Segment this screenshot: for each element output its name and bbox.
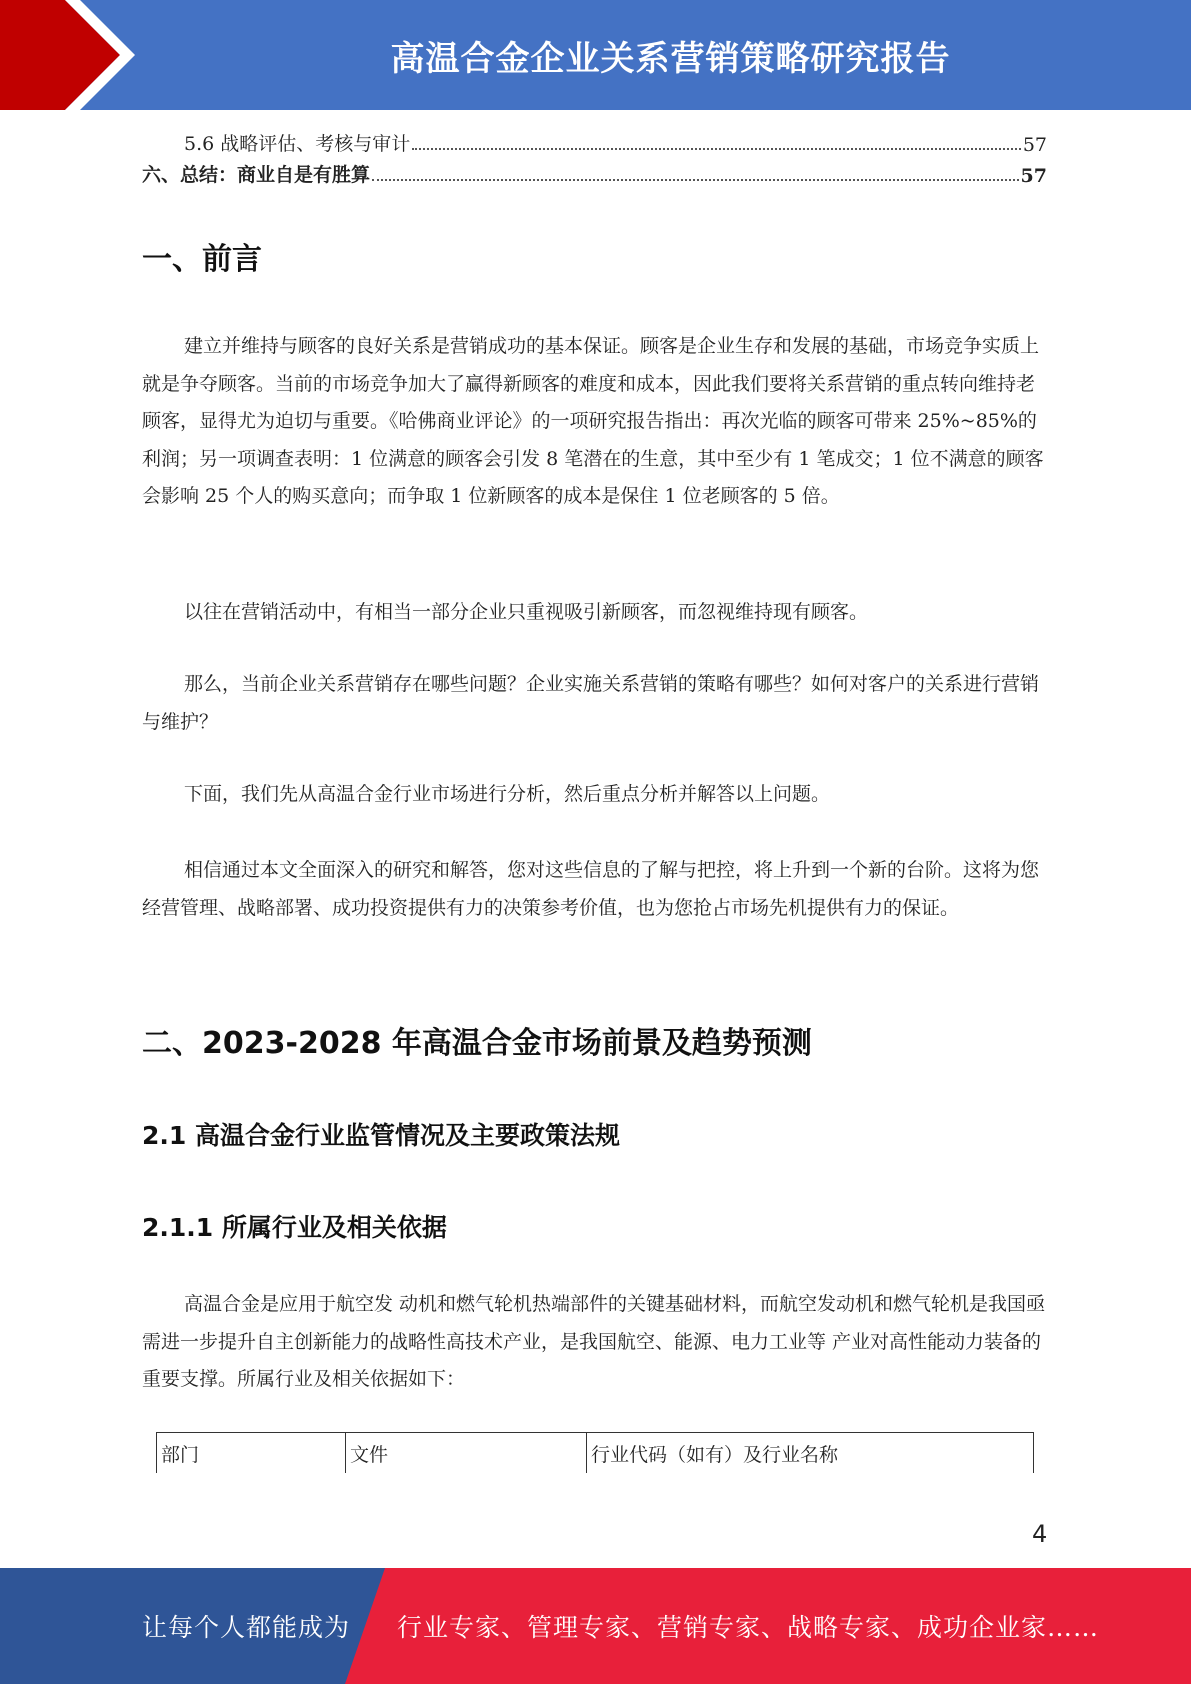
toc-entry-page: 57 — [1022, 134, 1047, 156]
table-header-cell: 行业代码（如有）及行业名称 — [587, 1433, 1034, 1474]
header-title: 高温合金企业关系营销策略研究报告 — [390, 38, 951, 79]
toc-entry-page: 57 — [1020, 165, 1047, 187]
toc-leader-dots — [412, 147, 1021, 150]
toc-entry[interactable] — [142, 159, 1047, 187]
industry-paragraph: 高温合金是应用于航空发 动机和燃气轮机热端部件的关键基础材料，而航空发动机和燃气轮机是我国亟需进一步提升自主创新能力的战略性高技术产业，是我国航空、能源、电力工业等 产业对高性能动力装备的重要支撑。所属行业及相关依据如下： — [142, 1293, 1046, 1390]
subsection-heading: 2.1.1 所属行业及相关依据 — [142, 1213, 447, 1242]
page-footer — [0, 1568, 1191, 1684]
header-chevron-decoration — [0, 0, 150, 110]
subsection-heading: 2.1 高温合金行业监管情况及主要政策法规 — [142, 1121, 620, 1150]
table-header-row — [157, 1433, 1034, 1474]
footer-slogan-left: 让每个人都能成为 — [142, 1613, 351, 1642]
preface-paragraph: 那么，当前企业关系营销存在哪些问题？企业实施关系营销的策略有哪些？如何对客户的关系进行营销与维护？ — [142, 673, 1040, 733]
page-header — [0, 0, 1191, 110]
footer-slogan-right: 行业专家、管理专家、营销专家、战略专家、成功企业家…… — [397, 1613, 1100, 1642]
table-header-cell: 部门 — [157, 1433, 346, 1474]
section-heading-forecast: 二、2023-2028 年高温合金市场前景及趋势预测 — [142, 1026, 812, 1061]
industry-basis-table — [156, 1432, 1034, 1473]
section-heading-preface: 一、前言 — [142, 242, 262, 277]
toc-entry-label: 六、总结：商业自是有胜算 — [142, 164, 371, 186]
preface-paragraph: 下面，我们先从高温合金行业市场进行分析，然后重点分析并解答以上问题。 — [184, 783, 831, 805]
toc-leader-dots — [372, 178, 1019, 181]
preface-paragraph: 相信通过本文全面深入的研究和解答，您对这些信息的了解与把控，将上升到一个新的台阶。这将为您经营管理、战略部署、成功投资提供有力的决策参考价值，也为您抢占市场先机提供有力的保证。 — [142, 859, 1040, 919]
table-header-cell: 文件 — [346, 1433, 587, 1474]
preface-paragraph: 以往在营销活动中，有相当一部分企业只重视吸引新顾客，而忽视维持现有顾客。 — [184, 601, 869, 623]
toc-entry-label: 5.6 战略评估、考核与审计 — [184, 133, 411, 155]
preface-paragraph: 建立并维持与顾客的良好关系是营销成功的基本保证。顾客是企业生存和发展的基础，市场竞争实质上就是争夺顾客。当前的市场竞争加大了赢得新顾客的难度和成本，因此我们要将关系营销的重点转向维持老顾客，显得尤为迫切与重要。《哈佛商业评论》的一项研究报告指出：再次光临的顾客可带来 25%~85%的利润；另一项调查表明：1 位满意的顾客会引发 8 笔潜在的生意，其中至少有 1 笔成交；1 位不满意的顾客会影响 25 个人的购买意向；而争取 1 位新顾客的成本是保住 1 位老顾客的 5 倍。 — [142, 335, 1044, 507]
page-number: 4 — [1032, 1520, 1048, 1548]
toc-entry[interactable] — [142, 128, 1047, 156]
